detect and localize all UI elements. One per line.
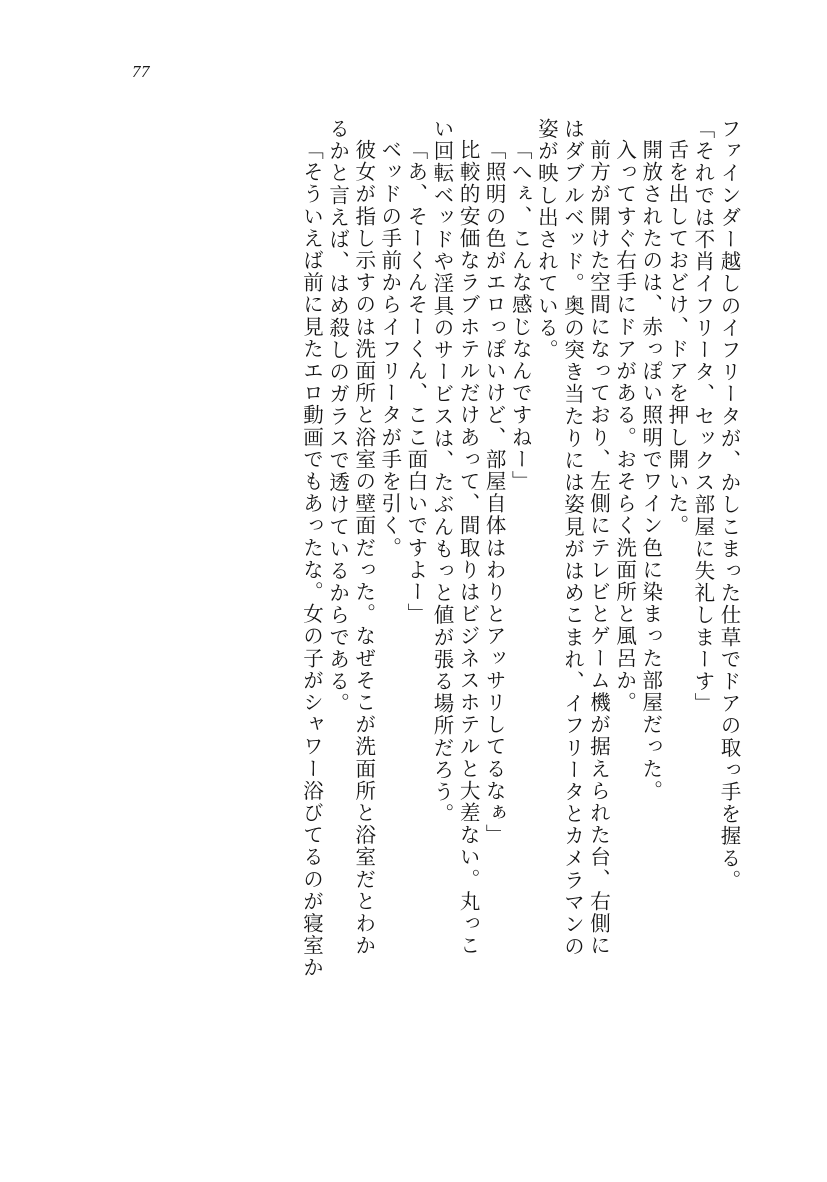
text-column: 「そういえば前に見たエロ動画でもあったな。女の子がシャワー浴びてるのが寝室か bbox=[299, 139, 324, 979]
text-column: 比較的安価なラブホテルだけあって、間取りはビジネスホテルと大差ない。丸っこ bbox=[456, 139, 481, 957]
text-column: 開放されたのは、赤っぽい照明でワイン色に染まった部屋だった。 bbox=[638, 139, 663, 802]
text-column: い回転ベッドや淫具のサービスは、たぶんもっと値が張る場所だろう。 bbox=[429, 118, 454, 826]
text-column: はダブルベッド。奥の突き当たりには姿見がはめこまれ、イフリータとカメラマンの bbox=[560, 118, 585, 958]
text-column: ファインダー越しのイフリータが、かしこまった仕草でドアの取っ手を握る。 bbox=[717, 118, 741, 892]
text-column: 入ってすぐ右手にドアがある。おそらく洗面所と風呂か。 bbox=[612, 139, 637, 714]
text-column: 姿が映し出されている。 bbox=[534, 118, 559, 362]
text-column: 舌を出しておどけ、ドアを押し開いた。 bbox=[664, 139, 689, 537]
text-column: 「へぇ、こんな感じなんですねー」 bbox=[508, 139, 533, 493]
body-text-block bbox=[127, 118, 739, 1058]
text-column: 「それでは不肖イフリータ、セックス部屋に失礼しまーす」 bbox=[690, 118, 715, 715]
text-column: 「あ、そーくんそーくん、ここ面白いですよー」 bbox=[403, 139, 428, 626]
text-column: ベッドの手前からイフリータが手を引く。 bbox=[377, 139, 402, 559]
page-number: 77 bbox=[132, 62, 150, 81]
text-column: 前方が開けた空間になっており、左側にテレビとゲーム機が据えられた台、右側に bbox=[586, 139, 611, 957]
text-column: るかと言えば、はめ殺しのガラスで透けているからである。 bbox=[325, 118, 350, 715]
text-column: 「照明の色がエロっぽいけど、部屋自体はわりとアッサリしてるなぁ」 bbox=[482, 139, 507, 847]
text-column: 彼女が指し示すのは洗面所と浴室の壁面だった。なぜそこが洗面所と浴室だとわか bbox=[351, 139, 376, 957]
